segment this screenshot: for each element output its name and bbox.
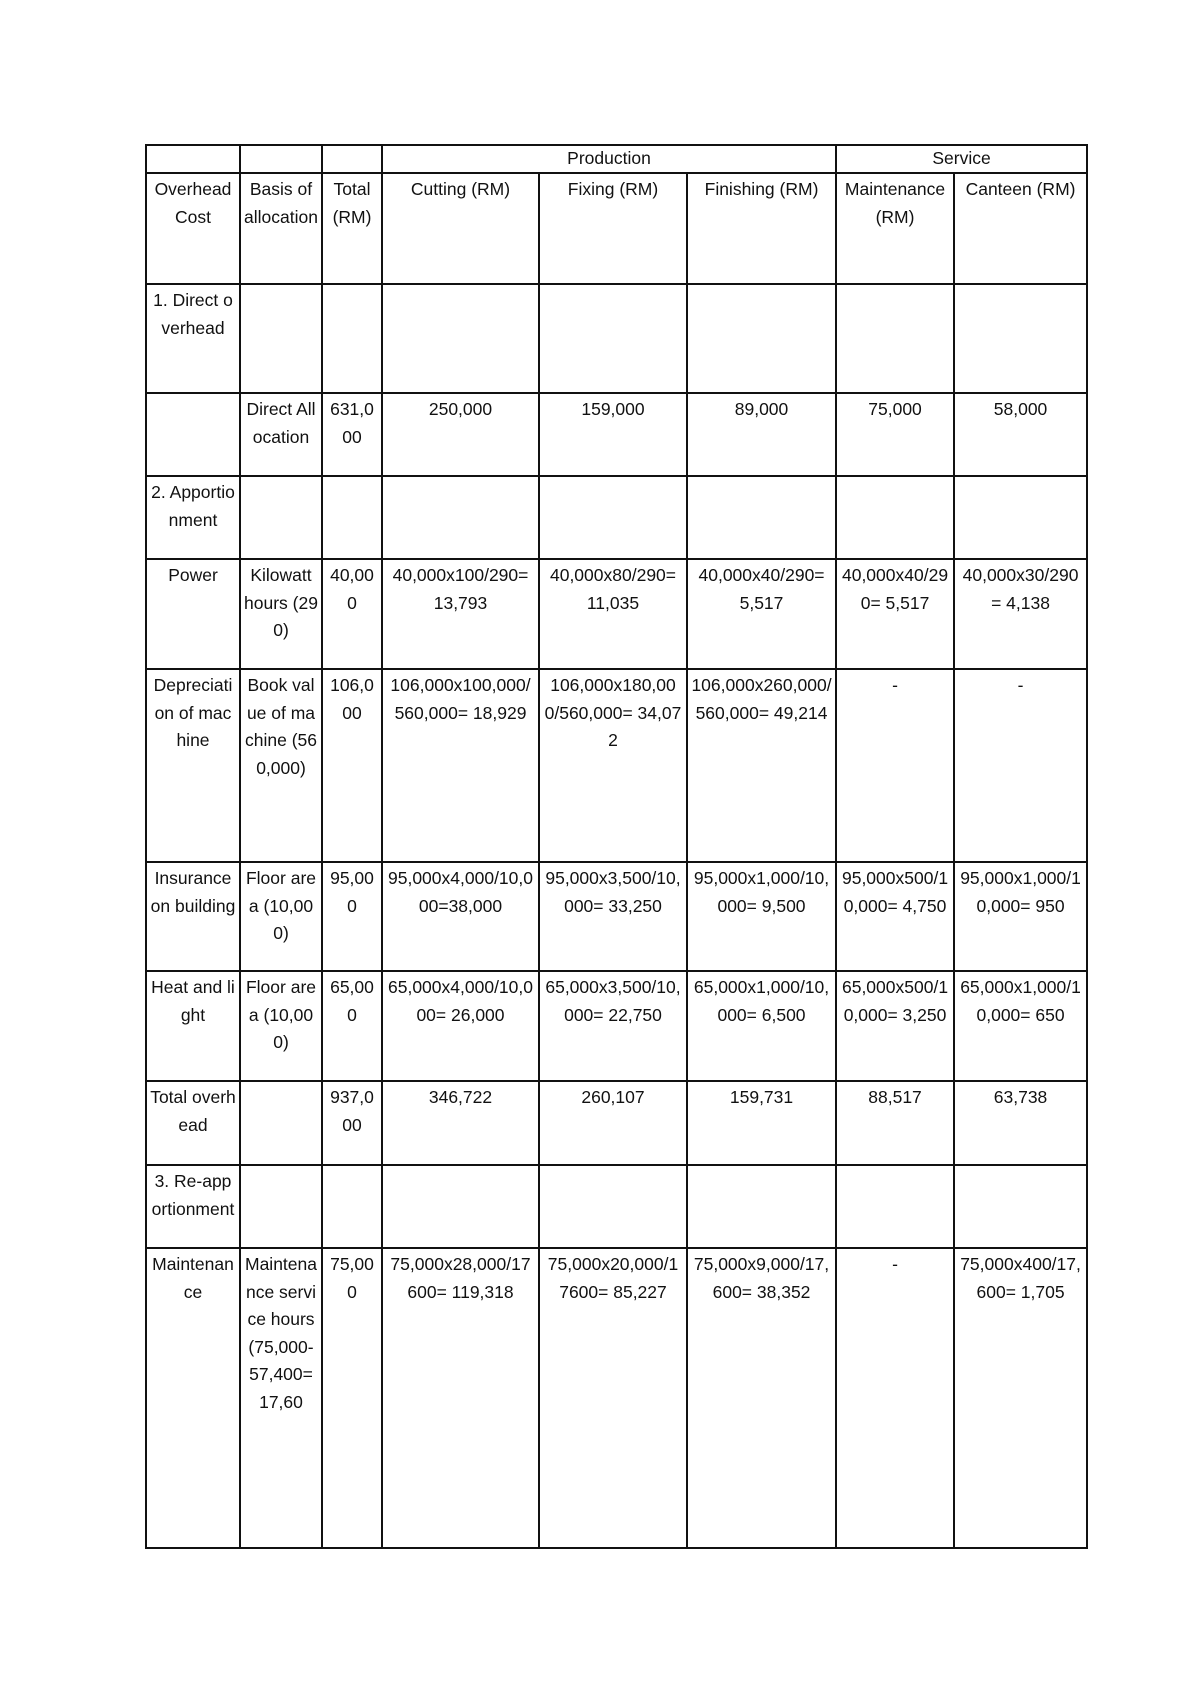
fixing-cell (539, 284, 687, 393)
canteen-cell (954, 1165, 1087, 1248)
basis-cell: Floor area (10,000) (240, 862, 322, 971)
overhead-cost-cell (146, 393, 240, 476)
finishing-cell: 65,000x1,000/10,000= 6,500 (687, 971, 836, 1081)
finishing-header: Finishing (RM) (687, 173, 836, 284)
overhead-cost-cell: Heat and light (146, 971, 240, 1081)
finishing-cell (687, 1165, 836, 1248)
total-cell: 65,000 (322, 971, 382, 1081)
overhead-cost-cell: Maintenance (146, 1248, 240, 1548)
total-header: Total (RM) (322, 173, 382, 284)
table-row (146, 1248, 1087, 1548)
maintenance-cell: 75,000 (836, 393, 954, 476)
cutting-cell: 75,000x28,000/17600= 119,318 (382, 1248, 539, 1548)
overhead-table (145, 144, 1088, 1549)
total-cell: 106,000 (322, 669, 382, 862)
overhead-cost-cell: Power (146, 559, 240, 669)
basis-header: Basis of allocation (240, 173, 322, 284)
cutting-cell (382, 284, 539, 393)
maintenance-cell: - (836, 669, 954, 862)
finishing-cell: 40,000x40/290= 5,517 (687, 559, 836, 669)
canteen-cell: 95,000x1,000/10,000= 950 (954, 862, 1087, 971)
service-group-header: Service (836, 145, 1087, 173)
fixing-header: Fixing (RM) (539, 173, 687, 284)
table-row (146, 284, 1087, 393)
table-row (146, 476, 1087, 559)
blank-header-cell (146, 145, 240, 173)
total-cell: 631,000 (322, 393, 382, 476)
cutting-cell (382, 476, 539, 559)
fixing-cell: 260,107 (539, 1081, 687, 1165)
total-cell: 95,000 (322, 862, 382, 971)
overhead-cost-cell: 2. Apportionment (146, 476, 240, 559)
finishing-cell: 75,000x9,000/17,600= 38,352 (687, 1248, 836, 1548)
finishing-cell (687, 476, 836, 559)
total-cell (322, 1165, 382, 1248)
basis-cell (240, 476, 322, 559)
production-group-header: Production (382, 145, 836, 173)
maintenance-cell (836, 476, 954, 559)
canteen-cell (954, 284, 1087, 393)
column-header-row (146, 173, 1087, 284)
fixing-cell: 106,000x180,000/560,000= 34,072 (539, 669, 687, 862)
table-row (146, 1081, 1087, 1165)
overhead-cost-header: Overhead Cost (146, 173, 240, 284)
basis-cell: Maintenance service hours (75,000-57,400= 17,60 (240, 1248, 322, 1548)
overhead-allocation-sheet (145, 144, 1086, 1549)
total-cell: 937,000 (322, 1081, 382, 1165)
total-cell (322, 284, 382, 393)
blank-header-cell (322, 145, 382, 173)
finishing-cell: 159,731 (687, 1081, 836, 1165)
cutting-header: Cutting (RM) (382, 173, 539, 284)
maintenance-header: Maintenance (RM) (836, 173, 954, 284)
cutting-cell (382, 1165, 539, 1248)
canteen-cell: 58,000 (954, 393, 1087, 476)
overhead-cost-cell: 1. Direct overhead (146, 284, 240, 393)
fixing-cell: 75,000x20,000/17600= 85,227 (539, 1248, 687, 1548)
total-cell: 75,000 (322, 1248, 382, 1548)
maintenance-cell: - (836, 1248, 954, 1548)
fixing-cell: 159,000 (539, 393, 687, 476)
basis-cell (240, 284, 322, 393)
maintenance-cell: 95,000x500/10,000= 4,750 (836, 862, 954, 971)
canteen-cell: 63,738 (954, 1081, 1087, 1165)
fixing-cell: 40,000x80/290= 11,035 (539, 559, 687, 669)
basis-cell: Direct Allocation (240, 393, 322, 476)
overhead-cost-cell: 3. Re-apportionment (146, 1165, 240, 1248)
total-cell: 40,000 (322, 559, 382, 669)
maintenance-cell: 65,000x500/10,000= 3,250 (836, 971, 954, 1081)
fixing-cell: 65,000x3,500/10,000= 22,750 (539, 971, 687, 1081)
cutting-cell: 65,000x4,000/10,000= 26,000 (382, 971, 539, 1081)
overhead-cost-cell: Total overhead (146, 1081, 240, 1165)
basis-cell: Kilowatt hours (290) (240, 559, 322, 669)
cutting-cell: 95,000x4,000/10,000=38,000 (382, 862, 539, 971)
table-row (146, 669, 1087, 862)
finishing-cell: 95,000x1,000/10,000= 9,500 (687, 862, 836, 971)
group-header-row (146, 145, 1087, 173)
maintenance-cell: 40,000x40/290= 5,517 (836, 559, 954, 669)
canteen-cell: 40,000x30/290= 4,138 (954, 559, 1087, 669)
overhead-cost-cell: Insurance on building (146, 862, 240, 971)
canteen-cell: 65,000x1,000/10,000= 650 (954, 971, 1087, 1081)
fixing-cell: 95,000x3,500/10,000= 33,250 (539, 862, 687, 971)
cutting-cell: 106,000x100,000/560,000= 18,929 (382, 669, 539, 862)
finishing-cell: 106,000x260,000/560,000= 49,214 (687, 669, 836, 862)
maintenance-cell (836, 1165, 954, 1248)
table-row (146, 559, 1087, 669)
canteen-cell: - (954, 669, 1087, 862)
basis-cell (240, 1165, 322, 1248)
overhead-cost-cell: Depreciation of machine (146, 669, 240, 862)
canteen-cell (954, 476, 1087, 559)
total-cell (322, 476, 382, 559)
maintenance-cell: 88,517 (836, 1081, 954, 1165)
basis-cell: Book value of machine (560,000) (240, 669, 322, 862)
canteen-header: Canteen (RM) (954, 173, 1087, 284)
finishing-cell: 89,000 (687, 393, 836, 476)
cutting-cell: 250,000 (382, 393, 539, 476)
cutting-cell: 40,000x100/290= 13,793 (382, 559, 539, 669)
canteen-cell: 75,000x400/17,600= 1,705 (954, 1248, 1087, 1548)
cutting-cell: 346,722 (382, 1081, 539, 1165)
table-row (146, 1165, 1087, 1248)
table-row (146, 393, 1087, 476)
fixing-cell (539, 1165, 687, 1248)
maintenance-cell (836, 284, 954, 393)
table-row (146, 971, 1087, 1081)
basis-cell: Floor area (10,000) (240, 971, 322, 1081)
finishing-cell (687, 284, 836, 393)
basis-cell (240, 1081, 322, 1165)
fixing-cell (539, 476, 687, 559)
table-row (146, 862, 1087, 971)
blank-header-cell (240, 145, 322, 173)
